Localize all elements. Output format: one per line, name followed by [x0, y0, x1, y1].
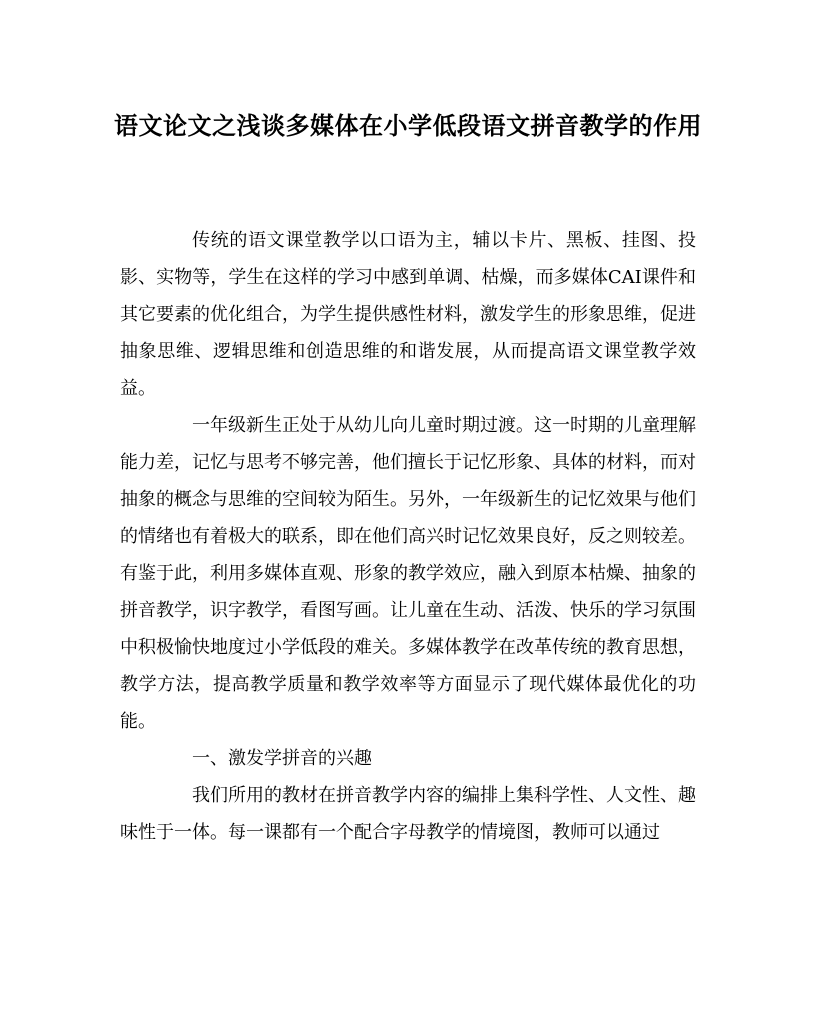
document-title: 语文论文之浅谈多媒体在小学低段语文拼音教学的作用 [114, 111, 702, 140]
body-paragraph: 一年级新生正处于从幼儿向儿童时期过渡。这一时期的儿童理解能力差，记忆与思考不够完善，他们擅长于记忆形象、具体的材料，而对抽象的概念与思维的空间较为陌生。另外，一年级新生的记忆效果与他们的情绪也有着极大的联系，即在他们高兴时记忆效果良好，反之则较差。有鉴于此，利用多媒体直观、形象的教学效应，融入到原本枯燥、抽象的拼音教学，识字教学，看图写画。让儿童在生动、活泼、快乐的学习氛围中积极愉快地度过小学低段的难关。多媒体教学在改革传统的教育思想，教学方法，提高教学质量和教学效率等方面显示了现代媒体最优化的功能。 [120, 415, 696, 732]
body-paragraph: 传统的语文课堂教学以口语为主，辅以卡片、黑板、挂图、投影、实物等，学生在这样的学习中感到单调、枯燥，而多媒体CAI课件和其它要素的优化组合，为学生提供感性材料，激发学生的形象思维，促进抽象思维、逻辑思维和创造思维的和谐发展，从而提高语文课堂教学效益。 [120, 230, 696, 399]
section-paragraph: 我们所用的教材在拼音教学内容的编排上集科学性、人文性、趣味性于一体。每一课都有一个配合字母教学的情境图，教师可以通过 [120, 785, 696, 843]
section-heading: 一、激发学拼音的兴趣 [192, 748, 372, 769]
document-body [120, 222, 696, 851]
